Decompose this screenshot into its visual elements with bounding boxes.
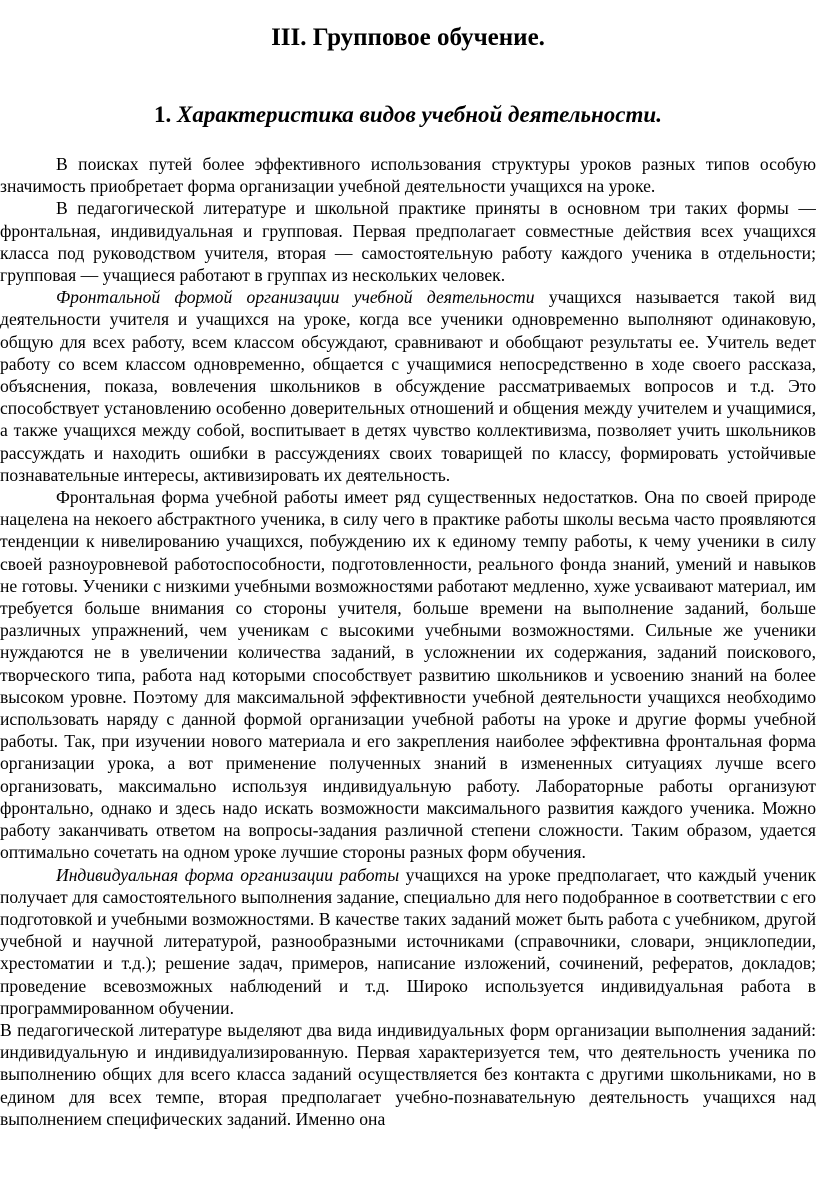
- paragraph-text: Фронтальная форма учебной работы имеет ряд существенных недостатков. Она по своей природе нацелена на некоего абстрактного ученика, в силу чего в практике работы школы весьма часто проявляются тенденции к нивелированию учащихся, побуждению их к единому темпу работы, к чему ученики в силу своей разноуровневой работоспособности, подготовленности, реального фонда знаний, умений и навыков не готовы. Ученики с низкими учебными возможностями работают медленно, хуже усваивают материал, им требуется больше внимания со стороны учителя, больше времени на выполнение заданий, больше различных упражнений, чем ученикам с высокими учебными возможностями. Сильные же ученики нуждаются не в увеличении количества заданий, в усложнении их содержания, заданий поискового, творческого типа, работа над которыми способствует развитию школьников и усвоению знаний на более высоком уровне. Поэтому для максимальной эффективности учебной деятельности учащихся необходимо использовать наряду с данной формой организации учебной работы на уроке и другие формы учебной работы. Так, при изучении нового материала и его закрепления наиболее эффективна фронтальная форма организации урока, а вот применение полученных знаний в измененных ситуациях лучше всего организовать, максимально используя индивидуальную работу. Лабораторные работы организуют фронтально, однако и здесь надо искать возможности максимального развития каждого ученика. Можно работу заканчивать ответом на вопросы-задания различной степени сложности. Таким образом, удается оптимально сочетать на одном уроке лучшие стороны разных форм обучения.: [0, 487, 816, 863]
- paragraph-text: В педагогической литературе выделяют два вида индивидуальных форм организации выполнения заданий: индивидуальную и индивидуализированную. Первая характеризуется тем, что деятельность ученика по выполнению общих для всего класса заданий осуществляется без контакта с другими школьниками, но в едином для всех темпе, вторая предполагает учебно-познавательную деятельность учащихся над выполнением специфических заданий. Именно она: [0, 1019, 816, 1129]
- paragraph-2: [0, 197, 816, 286]
- body-text: [0, 153, 816, 1130]
- subsection-title: Характеристика видов учебной деятельности.: [177, 102, 662, 127]
- paragraph-text: учащихся называется такой вид деятельности учителя и учащихся на уроке, когда все ученики одновременно выполняют одинаковую, общую для всех работу, всем классом обсуждают, сравнивают и обобщают результаты ее. Учитель ведет работу со всем классом одновременно, общается с учащимися непосредственно в ходе своего рассказа, объяснения, показа, вовлечения школьников в обсуждение рассматриваемых вопросов и т.д. Это способствует установлению особенно доверительных отношений и общения между учителем и учащимися, а также учащихся между собой, воспитывает в детях чувство коллективизма, позволяет учить школьников рассуждать и находить ошибки в рассуждениях своих товарищей по классу, формировать устойчивые познавательные интересы, активизировать их деятельность.: [0, 287, 816, 485]
- paragraph-lead-italic: Индивидуальная форма организации работы: [56, 864, 400, 885]
- paragraph-4: [0, 486, 816, 863]
- paragraph-lead-italic: Фронтальной формой организации учебной деятельности: [56, 287, 535, 308]
- paragraph-5: [0, 864, 816, 1019]
- paragraph-3: [0, 286, 816, 486]
- paragraph-text: учащихся на уроке предполагает, что каждый ученик получает для самостоятельного выполнения задание, специально для него подобранное в соответствии с его подготовкой и учебными возможностями. В качестве таких заданий может быть работа с учебником, другой учебной и научной литературой, разнообразными источниками (справочники, словари, энциклопедии, хрестоматии и т.д.); решение задач, примеров, написание изложений, сочинений, рефератов, докладов; проведение всевозможных наблюдений и т.д. Широко используется индивидуальная работа в программированном обучении.: [0, 864, 816, 1018]
- subsection-heading: [0, 100, 816, 130]
- paragraph-text: В педагогической литературе и школьной практике приняты в основном три таких формы — фронтальная, индивидуальная и групповая. Первая предполагает совместные действия всех учащихся класса под руководством учителя, вторая — самостоятельную работу каждого ученика в отдельности; групповая — учащиеся работают в группах из нескольких человек.: [0, 198, 816, 286]
- paragraph-1: [0, 153, 816, 197]
- paragraph-text: В поисках путей более эффективного использования структуры уроков разных типов особую значимость приобретает форма организации учебной деятельности учащихся на уроке.: [0, 154, 816, 197]
- section-heading: III. Групповое обучение.: [271, 24, 545, 51]
- paragraph-6: [0, 1019, 816, 1130]
- subsection-number: 1.: [154, 102, 172, 127]
